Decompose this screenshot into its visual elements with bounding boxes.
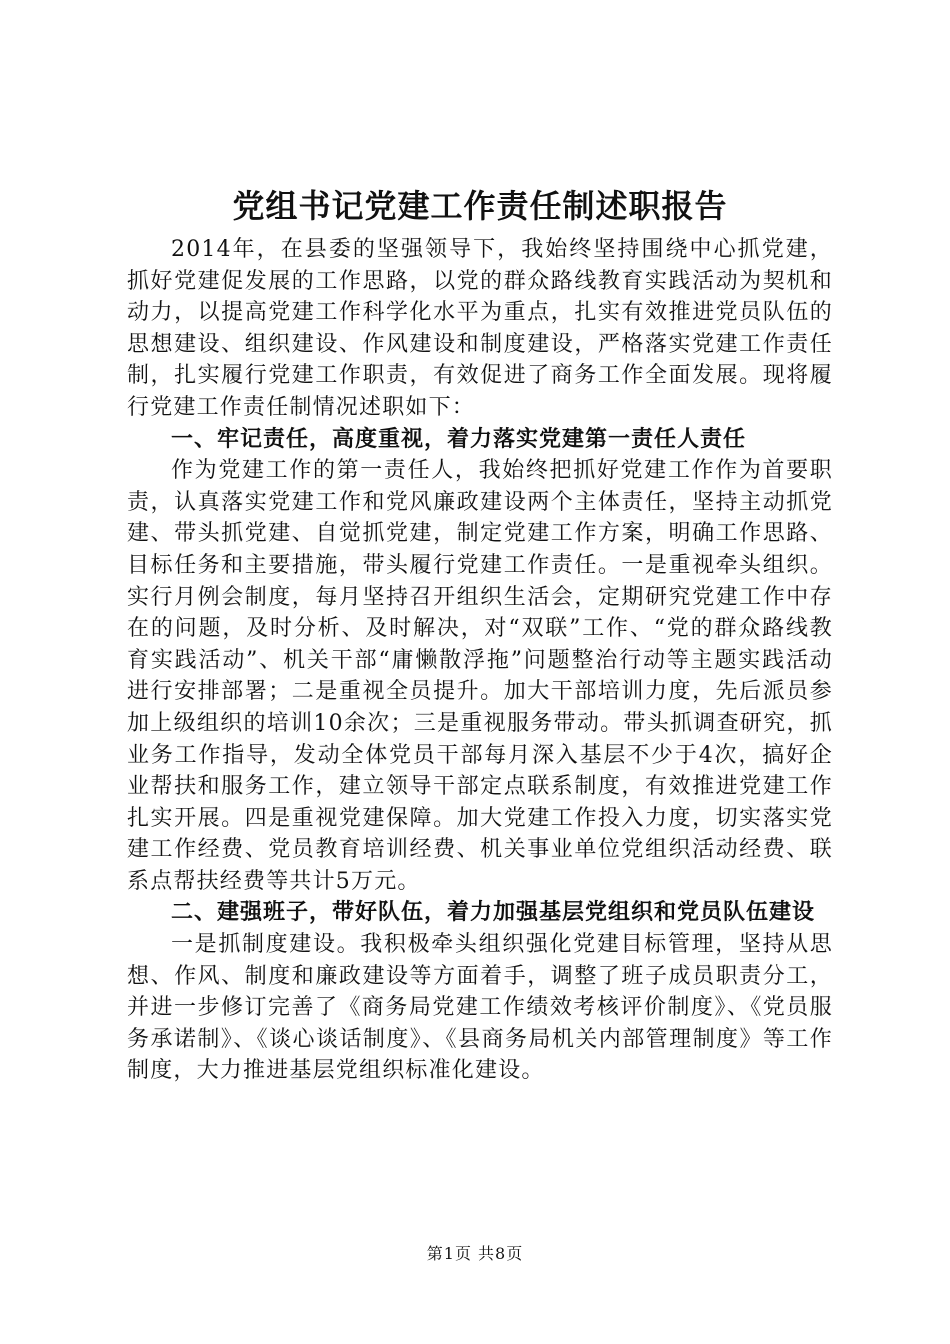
page-footer: 第1页 共8页 [426, 1244, 524, 1263]
document-title: 党组书记党建工作责任制述职报告 [232, 187, 728, 225]
document-page [127, 178, 833, 1087]
section-heading-1: 一、牢记责任，高度重视，着力落实党建第一责任人责任 [171, 426, 747, 452]
paragraph-section-1: 作为党建工作的第一责任人，我始终把抓好党建工作作为首要职责，认真落实党建工作和党风廉政建设两个主体责任，坚持主动抓党建、带头抓党建、自觉抓党建，制定党建工作方案，明确工作思路、目标任务和主要措施，带头履行党建工作责任。一是重视牵头组织。实行月例会制度，每月坚持召开组织生活会，定期研究党建工作中存在的问题，及时分析、及时解决，对“双联”工作、“党的群众路线教育实践活动”、机关干部“庸懒散浮拖”问题整治行动等主题实践活动进行安排部署；二是重视全员提升。加大干部培训力度，先后派员参加上级组织的培训10余次；三是重视服务带动。带头抓调查研究，抓业务工作指导，发动全体党员干部每月深入基层不少于4次，搞好企业帮扶和服务工作，建立领导干部定点联系制度，有效推进党建工作扎实开展。四是重视党建保障。加大党建工作投入力度，切实落实党建工作经费、党员教育培训经费、机关事业单位党组织活动经费、联系点帮扶经费等共计5万元。 [127, 458, 833, 894]
paragraph-section-2: 一是抓制度建设。我积极牵头组织强化党建目标管理，坚持从思想、作风、制度和廉政建设等方面着手，调整了班子成员职责分工，并进一步修订完善了《商务局党建工作绩效考核评价制度》、《党员服务承诺制》、《谈心谈话制度》、《县商务局机关内部管理制度》等工作制度，大力推进基层党组织标准化建设。 [127, 932, 833, 1084]
paragraph-intro: 2014年，在县委的坚强领导下，我始终坚持围绕中心抓党建，抓好党建促发展的工作思路，以党的群众路线教育实践活动为契机和动力，以提高党建工作科学化水平为重点，扎实有效推进党员队伍的思想建设、组织建设、作风建设和制度建设，严格落实党建工作责任制，扎实履行党建工作职责，有效促进了商务工作全面发展。现将履行党建工作责任制情况述职如下： [127, 237, 833, 420]
section-heading-2: 二、建强班子，带好队伍，着力加强基层党组织和党员队伍建设 [171, 900, 816, 926]
